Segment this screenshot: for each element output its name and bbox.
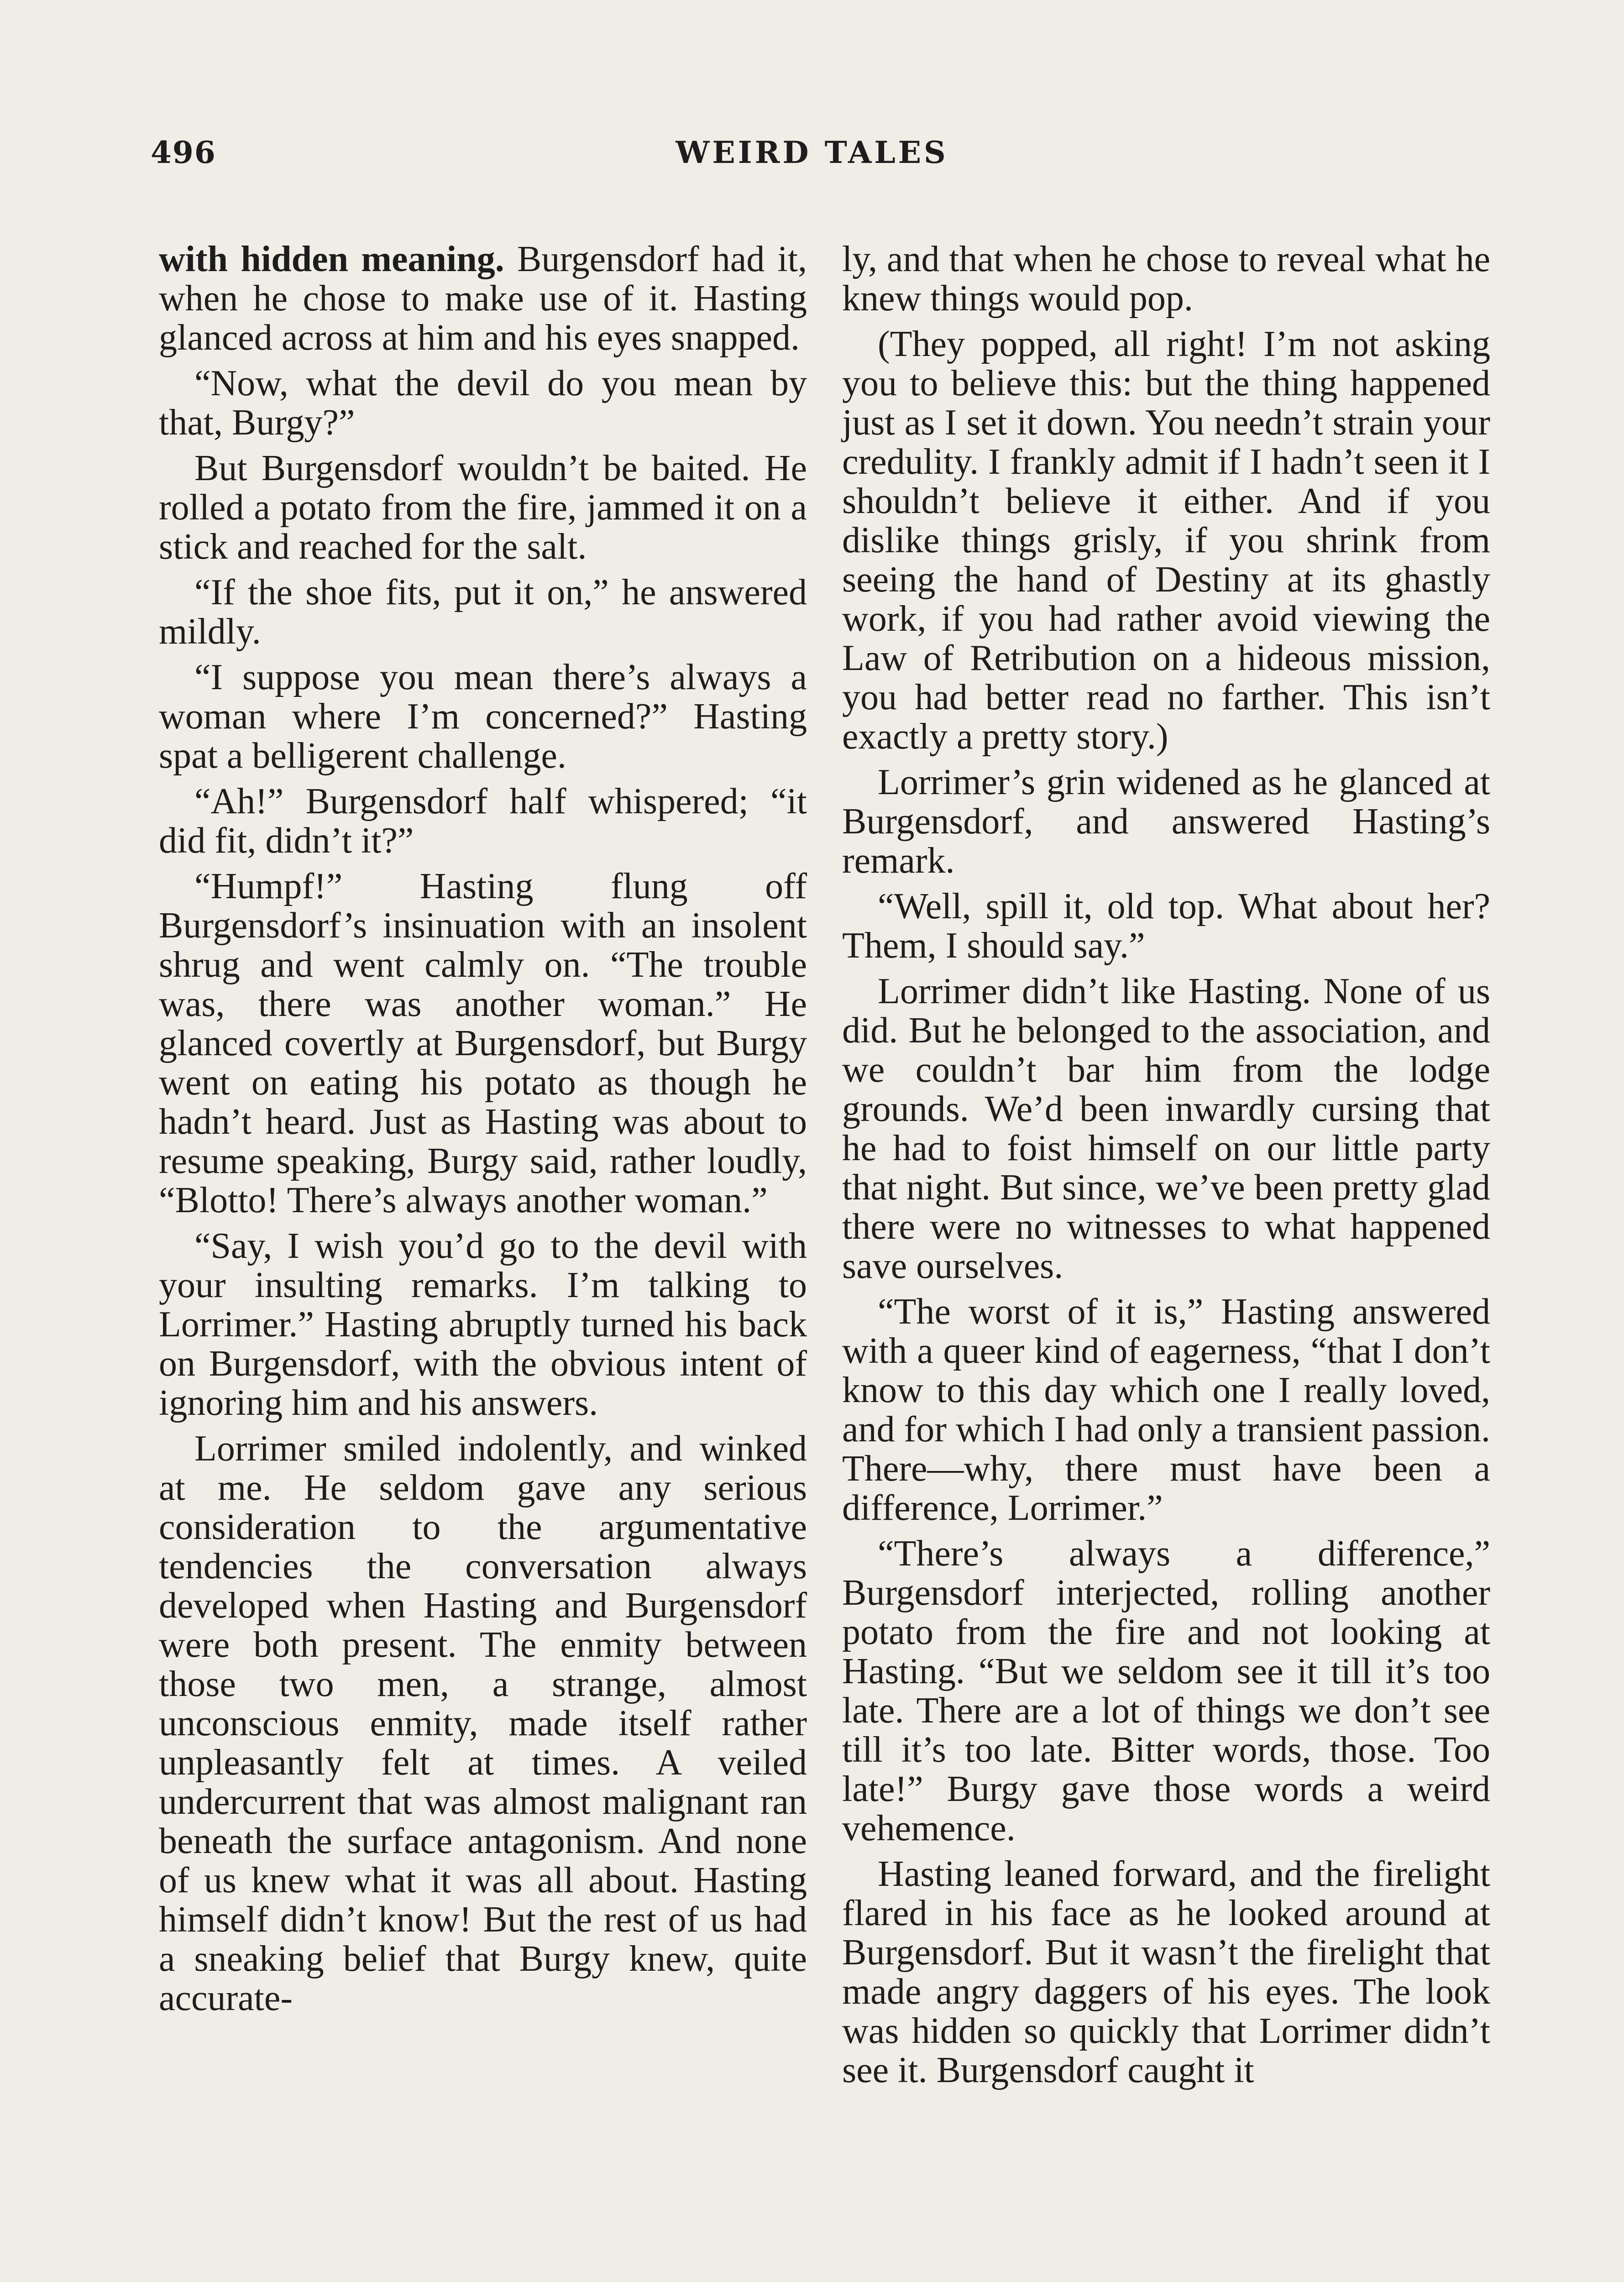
paragraph: But Burgensdorf wouldn’t be baited. He rolled a potato from the fire, jammed it on a stick and reached for the salt. [159, 448, 807, 567]
paragraph: “Ah!” Burgensdorf half whispered; “it did fit, didn’t it?” [159, 781, 807, 861]
page-number: 496 [151, 135, 216, 170]
paragraph: “I suppose you mean there’s always a woman where I’m concerned?” Hasting spat a belligerent challenge. [159, 657, 807, 776]
paragraph: Lorrimer didn’t like Hasting. None of us did. But he belonged to the association, and we couldn’t bar him from the lodge grounds. We’d been inwardly cursing that he had to foist himself on our little party that night. But since, we’ve been pretty glad there were no witnesses to what happened save ourselves. [842, 971, 1490, 1286]
paragraph: (They popped, all right! I’m not asking you to believe this: but the thing happened just as I set it down. You needn’t strain your credulity. I frankly admit if I hadn’t seen it I shouldn’t believe it either. And if you dislike things grisly, if you shrink from seeing the hand of Destiny at its ghastly work, if you had rather avoid viewing the Law of Retribution on a hideous mission, you had better read no farther. This isn’t exactly a pretty story.) [842, 324, 1490, 757]
paragraph: “Well, spill it, old top. What about her? Them, I should say.” [842, 886, 1490, 966]
running-header [151, 135, 1473, 185]
paragraph: “Now, what the devil do you mean by that, Burgy?” [159, 363, 807, 443]
text-column-right [842, 240, 1490, 2096]
lead-in-bold: with hidden meaning. [159, 239, 504, 279]
paragraph: “If the shoe fits, put it on,” he answered mildly. [159, 572, 807, 652]
paragraph: Lorrimer smiled indolently, and winked at me. He seldom gave any serious consideration to the argumentative tendencies the conversation always developed when Hasting and Burgensdorf were both present. The enmity between those two men, a strange, almost unconscious enmity, made itself rather unpleasantly felt at times. A veiled undercurrent that was almost malignant ran beneath the surface antagonism. And none of us knew what it was all about. Hasting himself didn’t know! But the rest of us had a sneaking belief that Burgy knew, quite accurate- [159, 1429, 807, 2018]
paragraph: “Humpf!” Hasting flung off Burgensdorf’s insinuation with an insolent shrug and went calmly on. “The trouble was, there was another woman.” He glanced covertly at Burgensdorf, but Burgy went on eating his potato as though he hadn’t heard. Just as Hasting was about to resume speaking, Burgy said, rather loudly, “Blotto! There’s always another woman.” [159, 866, 807, 1220]
paragraph: Lorrimer’s grin widened as he glanced at Burgensdorf, and answered Hasting’s remark. [842, 762, 1490, 881]
paragraph: Hasting leaned forward, and the firelight flared in his face as he looked around at Burgensdorf. But it wasn’t the firelight that made angry daggers of his eyes. The look was hidden so quickly that Lorrimer didn’t see it. Burgensdorf caught it [842, 1854, 1490, 2090]
paragraph: ly, and that when he chose to reveal what he knew things would pop. [842, 239, 1490, 319]
paragraph: “The worst of it is,” Hasting answered with a queer kind of eagerness, “that I don’t know to this day which one I really loved, and for which I had only a transient passion. There—why, there must have been a difference, Lorrimer.” [842, 1292, 1490, 1528]
paragraph: “There’s always a difference,” Burgensdorf interjected, rolling another potato from the fire and not looking at Hasting. “But we seldom see it till it’s too late. There are a lot of things we don’t see till it’s too late. Bitter words, those. Too late!” Burgy gave those words a weird vehemence. [842, 1534, 1490, 1848]
paragraph: “Say, I wish you’d go to the devil with your insulting remarks. I’m talking to Lorrimer.” Hasting abruptly turned his back on Burgensdorf, with the obvious intent of ignoring him and his answers. [159, 1226, 807, 1423]
text-column-left [159, 240, 807, 2024]
paragraph [159, 240, 807, 357]
magazine-title: WEIRD TALES [676, 135, 948, 170]
paragraph-text: Burgensdorf had it, when he chose to make use of it. Hasting glanced across at him and his eyes snapped. [159, 239, 807, 358]
